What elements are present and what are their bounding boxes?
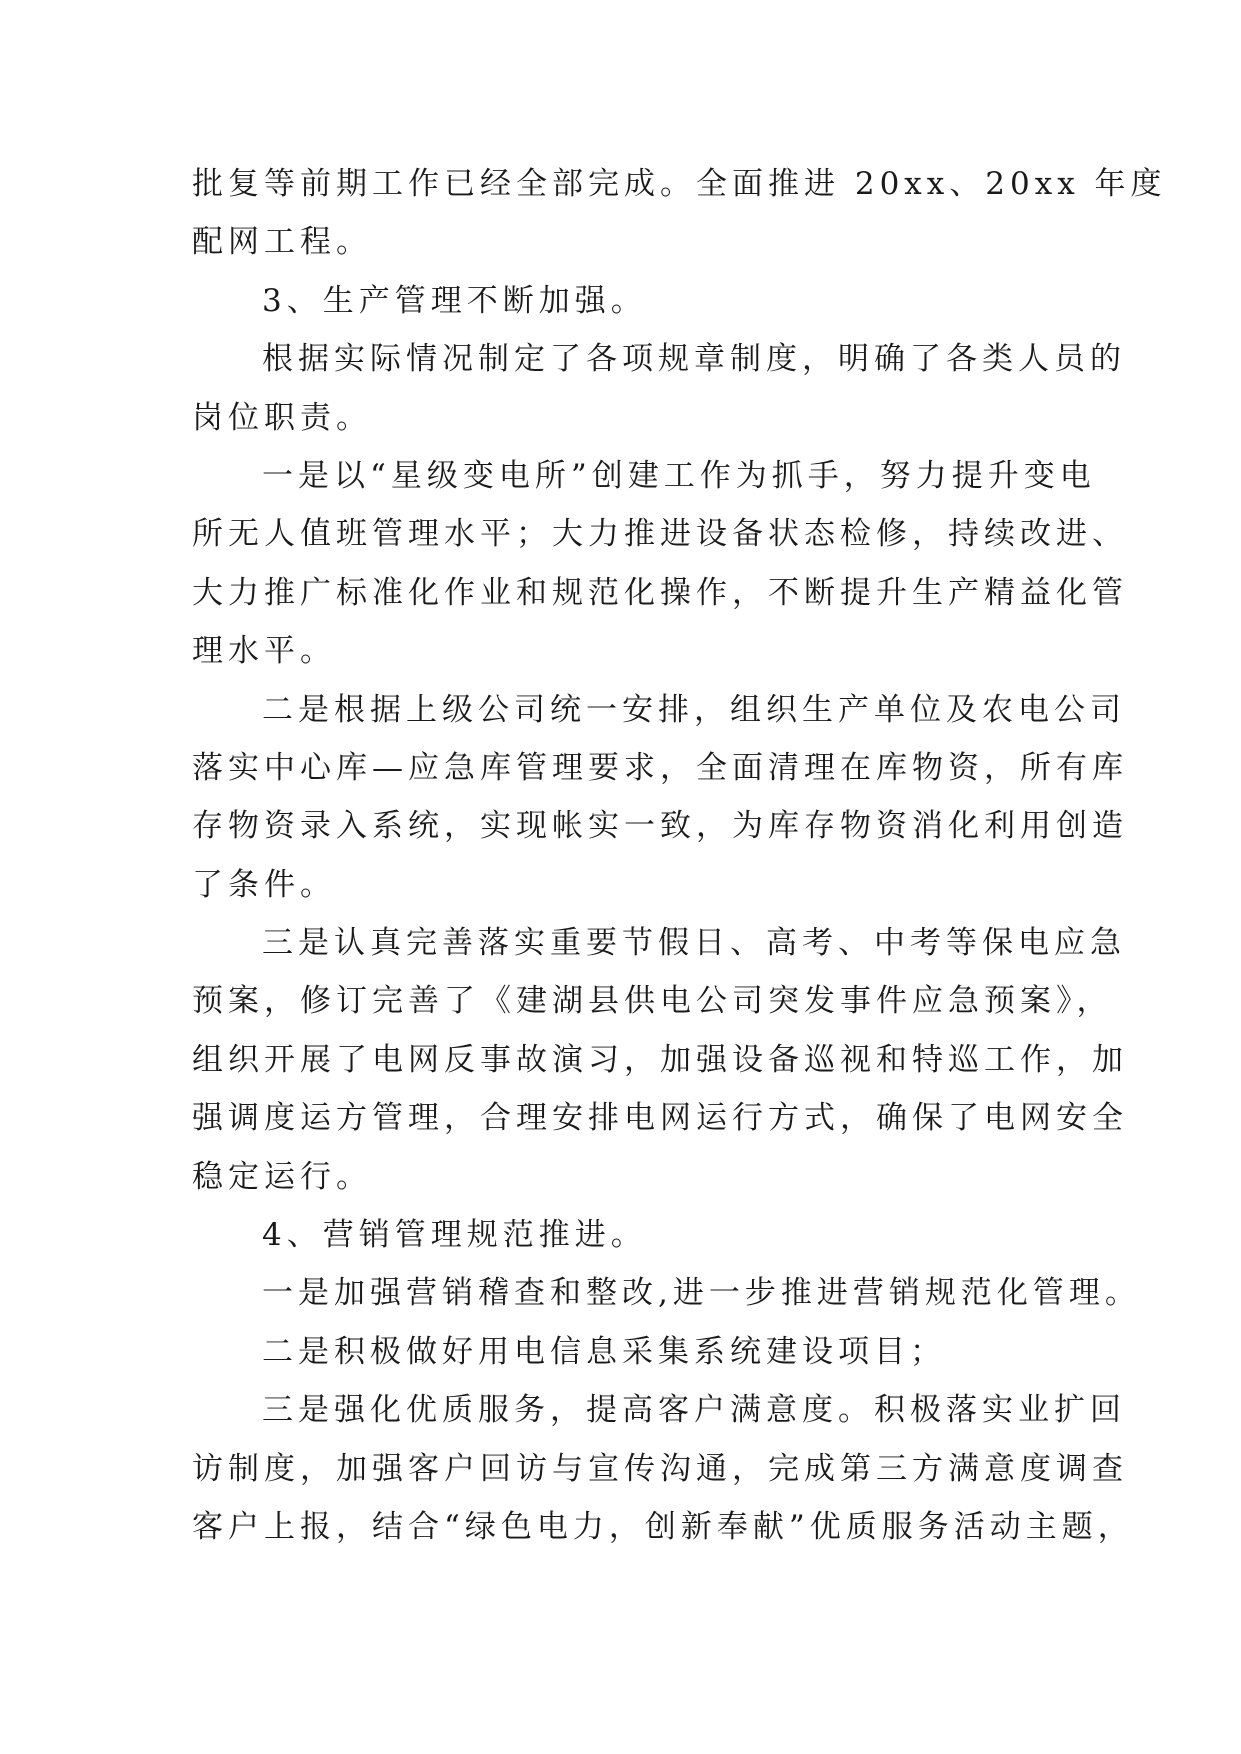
text-line-20: 一是加强营销稽查和整改,进一步推进营销规范化管理。 xyxy=(262,1275,1141,1312)
document-body xyxy=(192,155,1167,1556)
text-line-22: 三是强化优质服务，提高客户满意度。积极落实业扩回 xyxy=(262,1392,1126,1429)
text-line-11: 落实中心库—应急库管理要求，全面清理在库物资，所有库 xyxy=(192,749,1128,786)
text-line-8: 大力推广标准化作业和规范化操作，不断提升生产精益化管 xyxy=(192,574,1128,611)
text-line-13: 了条件。 xyxy=(192,866,336,903)
text-line-5: 岗位职责。 xyxy=(192,399,372,436)
text-line-16: 组织开展了电网反事故演习，加强设备巡视和特巡工作，加 xyxy=(192,1041,1128,1078)
text-line-14: 三是认真完善落实重要节假日、高考、中考等保电应急 xyxy=(262,925,1126,962)
text-line-10: 二是根据上级公司统一安排，组织生产单位及农电公司 xyxy=(262,691,1126,728)
text-line-23: 访制度，加强客户回访与宣传沟通，完成第三方满意度调查 xyxy=(192,1450,1128,1487)
section-heading-3: 3、生产管理不断加强。 xyxy=(262,282,647,319)
text-line-15: 预案，修订完善了《建湖县供电公司突发事件应急预案》， xyxy=(192,983,1113,1020)
text-line-7: 所无人值班管理水平；大力推进设备状态检修，持续改进、 xyxy=(192,516,1128,553)
text-line-9: 理水平。 xyxy=(192,633,336,670)
text-line-2: 配网工程。 xyxy=(192,224,372,261)
text-line-1: 批复等前期工作已经全部完成。全面推进 20xx、20xx 年度 xyxy=(192,166,1167,202)
text-line-4: 根据实际情况制定了各项规章制度，明确了各类人员的 xyxy=(262,341,1126,378)
text-line-24: 客户上报，结合“绿色电力，创新奉献”优质服务活动主题， xyxy=(192,1508,1134,1545)
text-line-12: 存物资录入系统，实现帐实一致，为库存物资消化利用创造 xyxy=(192,808,1128,845)
text-line-6: 一是以“星级变电所”创建工作为抓手，努力提升变电 xyxy=(262,457,1096,494)
text-line-21: 二是积极做好用电信息采集系统建设项目； xyxy=(262,1333,946,1370)
section-heading-4: 4、营销管理规范推进。 xyxy=(262,1217,647,1254)
text-line-17: 强调度运方管理，合理安排电网运行方式，确保了电网安全 xyxy=(192,1100,1128,1137)
text-line-18: 稳定运行。 xyxy=(192,1158,372,1195)
